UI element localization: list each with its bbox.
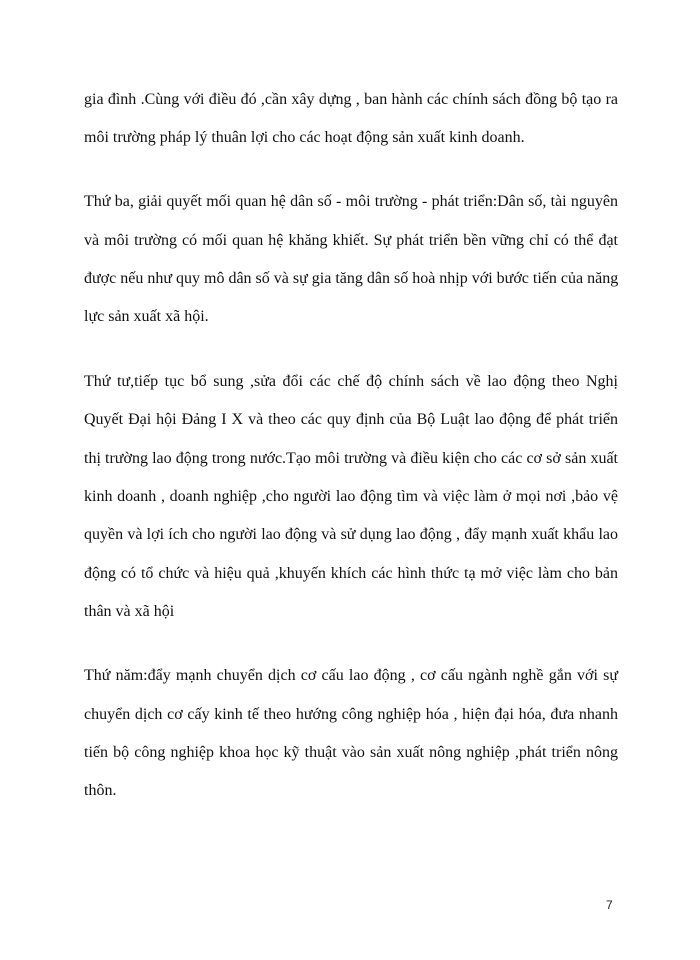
paragraph-3-line-4: kinh doanh , doanh nghiệp ,cho người lao động tìm và việc làm ở mọi nơi ,bảo vệ [84,488,618,505]
paragraph-3-line-3: thị trường lao động trong nước.Tạo môi trường và điều kiện cho các cơ sở sản xuất [84,450,618,467]
paragraph-4-line-1: Thứ năm:đẩy mạnh chuyển dịch cơ cấu lao động , cơ cấu ngành nghề gắn với sự [84,667,618,684]
paragraph-3-line-2: Quyết Đại hội Đảng I X và theo các quy định của Bộ Luật lao động để phát triển [84,411,618,428]
paragraph-3-line-1: Thứ tư,tiếp tục bổ sung ,sửa đổi các chế độ chính sách về lao động theo Nghị [84,373,618,390]
paragraph-3-line-5: quyền và lợi ích cho người lao động và sử dụng lao động , đẩy mạnh xuất khẩu lao [84,526,618,543]
paragraph-1-line-2: môi trường pháp lý thuân lợi cho các hoạt động sản xuất kinh doanh. [84,129,525,146]
paragraph-4-line-2: chuyển dịch cơ cấy kinh tế theo hướng công nghiệp hóa , hiện đại hóa, đưa nhanh [84,706,618,723]
paragraph-3-line-6: động có tổ chức và hiệu quả ,khuyến khích các hình thức tạ mở việc làm cho bản [84,565,618,582]
paragraph-2-line-3: được nếu như quy mô dân số và sự gia tăng dân số hoà nhịp với bước tiến của năng [84,270,619,287]
paragraph-2-line-4: lực sản xuất xã hội. [84,308,209,325]
paragraph-4-line-4: thôn. [84,782,117,799]
paragraph-4-line-3: tiến bộ công nghiệp khoa học kỹ thuật vào sản xuất nông nghiệp ,phát triển nông [84,744,618,761]
paragraph-3-line-7: thân và xã hội [84,603,175,620]
paragraph-2-line-1: Thứ ba, giải quyết mối quan hệ dân số - môi trường - phát triển:Dân số, tài nguyên [84,193,618,210]
paragraph-1-line-1: gia đình .Cùng với điều đó ,cần xây dựng , ban hành các chính sách đồng bộ tạo ra [84,91,618,108]
page-number: 7 [606,898,613,912]
paragraph-2-line-2: và môi trường có mối quan hệ khăng khiết. Sự phát triển bền vững chỉ có thể đạt [84,232,618,249]
